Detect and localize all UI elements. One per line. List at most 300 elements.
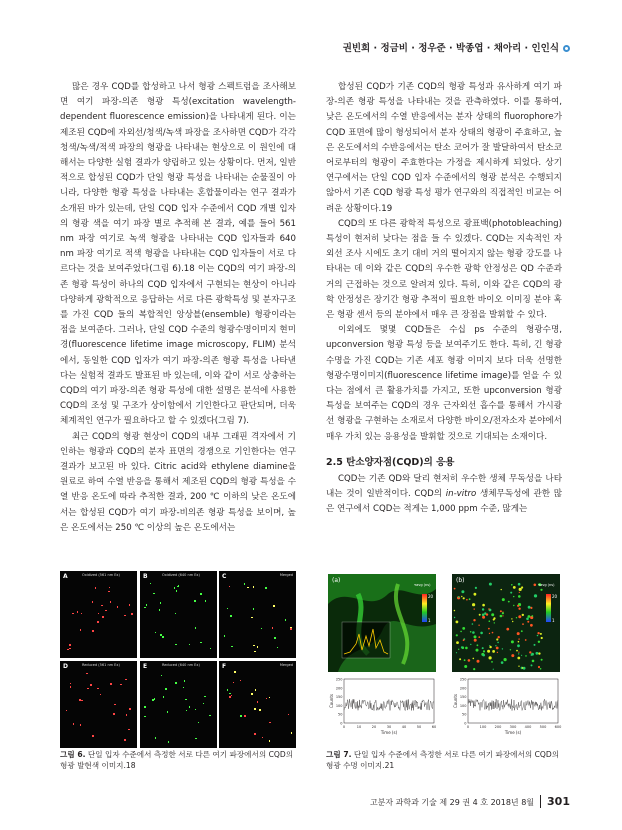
particle-spot (69, 648, 71, 650)
particle-spot (511, 640, 514, 643)
particle-spot (511, 654, 514, 657)
body-paragraph: 합성된 CQD가 기존 CQD의 형광 특성과 유사하게 여기 파장-의존 형광 특성을 나타내는 것을 관측하였다. 이를 통하여, 낮은 온도에서의 수열 반응에서는 분자 상태의 fluorophore가 CQD 표면에 많이 형성되어서 분자 상태의 형광이 주효하고, 높은 온도에서의 수반응에서는 탄소 코어가 잘 발달하여서 탄소코어로부터의 형광이 주효한다는 가정을 제시하게 되었다. 상기 연구에서는 단일 CQD 입자 수준에서의 형광 분석은 수행되지 않아서 기존 CQD 형광 특성 평가 연구와의 직접적인 비교는 어려운 상황이다.19 (326, 82, 562, 214)
figure-6-panel (219, 571, 296, 658)
body-paragraph: 많은 경우 CQD를 합성하고 나서 형광 스펙트럼을 조사해보면 여기 파장-의존 형광 특성(excitation wavelength-dependent fluorescence emission)을 나타내게 된다. 이는 제조된 CQD에 자외선/청색/녹색 파장을 조사하면 CQD가 각각 청색/녹색/적색 파장의 형광을 나타내는 현상으로 이 원인에 대해서는 다양한 실험 결과가 양립하고 있는 상황이다. 먼저, 일반적으로 합성된 CQD가 단일 형광 특성을 나타내는 순물질이 아니라, 다양한 형광 특성을 나타내는 혼합물이라는 연구 결과가 소개된 바가 있는데, 단일 CQD 입자 수준에서 CQD 개별 입자의 형광 색을 여기 파장 별로 추적해 본 결과, 예를 들어 561 nm 파장 여기로 녹색 형광을 나타내는 CQD 입자들과 640 nm 파장 여기로 적색 형광을 나타내는 CQD 입자들이 서로 다르다는 것을 보여주었다(그림 6).18 이는 CQD의 여기 파장-의존 형광 특성이 하나의 CQD 입자에서 구현되는 현상이 아니라 다양하게 광학적으로 응답하는 서로 다른 광학특성 및 분자구조를 가진 CQD 들의 복합적인 앙상블(ensemble) 형광이라는 점을 보여준다. 그러나, 단일 CQD 수준의 형광수명이미지 현미경(fluorescence lifetime image microscopy, FLIM) 분석에서, 동일한 CQD 입자가 여기 파장-의존 형광 특성을 나타낸다는 실험적 결과도 발표된 바 있는데, 이와 같이 서로 상충하는 CQD의 여기 파장-의존 형광 특성에 대한 설명은 분석에 사용한 CQD의 조성 및 구조가 상이함에서 기인한다고 판단되며, 더욱 체계적인 연구가 필요하다고 할 수 있겠다(그림 7). (60, 82, 296, 427)
particle-spot (492, 632, 494, 634)
particle-spot (146, 604, 148, 606)
particle-spot (163, 696, 165, 698)
particle-spot (110, 601, 112, 603)
particle-spot (269, 722, 271, 724)
particle-spot (254, 651, 256, 653)
y-tick-label: 250 (459, 677, 467, 682)
particle-spot (124, 615, 126, 617)
y-tick-label: 200 (459, 686, 467, 691)
particle-spot (473, 668, 475, 670)
particle-spot (253, 645, 255, 647)
particle-spot (95, 587, 97, 589)
particle-spot (528, 606, 531, 609)
particle-spot (502, 598, 505, 601)
particle-spot (101, 605, 103, 607)
particle-spot (525, 655, 527, 657)
panel-subtitle: Reduced (561 nm Ex) (82, 663, 120, 667)
particle-spot (537, 632, 539, 634)
particle-spot (489, 620, 491, 622)
particle-spot (205, 600, 207, 602)
particle-spot (177, 586, 179, 588)
particle-spot (159, 609, 161, 611)
particle-spot (150, 583, 152, 585)
particle-spot (113, 713, 115, 715)
particle-spot (144, 716, 146, 718)
particle-spot (154, 698, 156, 700)
particle-spot (87, 688, 89, 690)
particle-spot (129, 708, 131, 710)
particle-spot (174, 587, 176, 589)
trace-plot-a-svg (328, 676, 436, 740)
particle-spot (203, 703, 205, 705)
particle-spot (516, 617, 517, 618)
particle-spot (168, 741, 170, 743)
particle-spot (198, 722, 200, 724)
panel-label: B (143, 573, 148, 580)
particle-spot (125, 679, 127, 681)
trace-plot-b-svg (452, 676, 560, 740)
particle-spot (498, 636, 500, 638)
particle-spot (124, 739, 126, 741)
particle-spot (189, 706, 191, 708)
particle-spot (459, 658, 461, 660)
particle-spot (488, 608, 490, 610)
italic-term: in-vitro (445, 489, 477, 500)
particle-spot (253, 586, 255, 588)
particle-spot (518, 638, 519, 639)
particle-spot (480, 632, 483, 635)
particle-spot (489, 656, 492, 659)
particle-spot (541, 659, 543, 661)
particle-spot (494, 622, 495, 623)
particle-spot (195, 709, 197, 711)
caption-text: 단일 입자 수준에서 측정한 서로 다른 여기 파장에서의 CQD의 형광 수명 이미지.21 (326, 750, 560, 770)
particle-spot (109, 587, 111, 589)
particle-spot (517, 605, 519, 607)
particle-spot (129, 604, 131, 606)
particle-spot (541, 637, 543, 639)
particle-spot (473, 658, 475, 660)
particle-spot (496, 647, 499, 650)
particle-spot (482, 604, 485, 607)
particle-spot (500, 615, 503, 618)
particle-spot (487, 650, 490, 653)
particle-spot (265, 587, 267, 589)
particle-spot (186, 710, 188, 712)
particle-spot (540, 589, 542, 591)
particle-spot (489, 633, 490, 634)
x-axis-label: Time (s) (504, 730, 522, 735)
x-tick-label: 40 (401, 725, 407, 729)
particle-spot (518, 653, 519, 654)
particle-spot (491, 661, 493, 663)
section-heading: 2.5 탄소양자점(CQD)의 응용 (326, 456, 455, 468)
particle-spot (110, 683, 112, 685)
body-paragraph: 이외에도 몇몇 CQD들은 수십 ps 수준의 형광수명, upconversion 형광 특성 등을 보여주기도 한다. 특히, 긴 형광수명을 가진 CQD는 기존 세포 형광 이미지 보다 더욱 선명한 형광수명이미지(fluorescence lifetime image)를 얻을 수 있다는 점에서 큰 활용가치를 가지고, 또한 upconversion 형광 특성을 보여주는 CQD의 경우 근자외선 흡수를 통해서 가시광선 형광을 구현하는 소재로서 다양한 바이오/전자소자 분야에서 매우 가치 있는 응용성을 발휘할 것으로 기대되는 소재이다. (326, 325, 562, 442)
intensity-trace (468, 699, 558, 711)
particle-spot (540, 668, 542, 670)
particle-spot (102, 616, 104, 618)
particle-spot (511, 584, 513, 586)
particle-spot (462, 627, 465, 630)
particle-spot (531, 664, 533, 666)
particle-spot (491, 613, 494, 616)
particle-spot (472, 603, 475, 606)
particle-spot (495, 645, 496, 646)
particle-spot (521, 655, 522, 656)
y-tick-label: 150 (459, 695, 467, 700)
particle-spot (244, 715, 246, 717)
particle-spot (153, 593, 155, 595)
flim-image-b (452, 574, 560, 672)
particle-spot (114, 704, 116, 706)
particle-spot (512, 621, 513, 622)
particle-spot (458, 596, 460, 598)
x-tick-label: 500 (539, 725, 547, 729)
particle-spot (184, 680, 186, 682)
particle-spot (454, 617, 455, 618)
journal-info: 고분자 과학과 기술 제 29 권 4 호 2018년 8월 (369, 798, 535, 807)
particle-spot (461, 590, 464, 593)
x-tick-label: 20 (371, 725, 377, 729)
particle-spot (527, 621, 529, 623)
particle-spot (269, 697, 271, 699)
particle-spot (161, 675, 163, 677)
particle-spot (269, 740, 271, 742)
particle-spot (521, 630, 523, 632)
particle-spot (474, 639, 477, 642)
figure-6-panel (60, 571, 137, 658)
particle-spot (195, 738, 197, 740)
x-tick-label: 30 (386, 725, 392, 729)
body-paragraph: 최근 CQD의 형광 현상이 CQD의 내부 그래핀 격자에서 기인하는 형광과 CQD의 분자 표면의 경쟁으로 기인한다는 연구결과가 보고된 바 있다. Citric acid와 ethylene diamine을 원료로 하여 수열 반응을 통해서 제조된 CQD의 형광 특성을 수열 반응 온도에 따라 추적한 결과, 200 ℃ 이하의 낮은 온도에서는 합성된 CQD가 여기 파장-비의존 형광 특성을 보이며, 높은 온도에서는 250 ℃ 이상의 높은 온도에서는 (60, 431, 296, 533)
particle-spot (254, 733, 256, 735)
page-number: 301 (540, 795, 570, 808)
particle-spot (257, 701, 259, 703)
particle-spot (175, 644, 177, 646)
particle-spot (80, 629, 82, 631)
panel-label: C (222, 573, 227, 580)
particle-spot (285, 619, 287, 621)
x-tick-label: 300 (509, 725, 517, 729)
particle-spot (474, 635, 477, 638)
particle-spot (229, 586, 231, 588)
flim-image-b-svg (452, 574, 560, 672)
scale-top-b: 20 (552, 594, 558, 599)
particle-spot (253, 608, 255, 610)
figure-6-panel (140, 571, 217, 658)
particle-spot (518, 583, 521, 586)
panel-b-label: (b) (456, 577, 465, 584)
particle-spot (502, 612, 504, 614)
body-paragraph: CQD의 또 다른 광학적 특성으로 광표백(photobleaching) 특성이 현저히 낮다는 점을 들 수 있겠다. CQD는 지속적인 자외선 조사 시에도 초기 대비 거의 떨어지지 않는 형광 강도를 나타내는 데 이와 같은 CQD의 우수한 광학 안정성은 QD 수준과 거의 근접하는 것으로 알려져 있다. 특히, 이와 같은 CQD의 광학 안정성은 장기간 형광 추적이 필요한 바이오 이미징 분야 혹은 형광 센서 등의 분야에서 매우 큰 장점을 발휘할 수 있다. (326, 218, 562, 321)
particle-spot (500, 610, 502, 612)
particle-spot (502, 648, 503, 649)
particle-spot (160, 634, 162, 636)
particle-spot (461, 646, 463, 648)
particle-spot (518, 595, 521, 598)
particle-spot (482, 654, 485, 657)
particle-spot (73, 723, 75, 725)
y-tick-label: 200 (335, 686, 343, 691)
intensity-trace (344, 699, 434, 711)
particle-spot (92, 630, 94, 632)
panel-tag: Merged (279, 663, 293, 667)
particle-spot (463, 597, 465, 599)
particle-spot (464, 659, 466, 661)
particle-spot (240, 715, 242, 717)
particle-spot (530, 607, 532, 609)
caption-label: 그림 7. (326, 750, 352, 759)
particle-spot (460, 631, 462, 633)
panel-label: E (143, 663, 148, 670)
particle-spot (200, 593, 202, 595)
left-column (60, 80, 296, 536)
panel-a-label: (a) (332, 577, 341, 584)
particle-spot (231, 646, 233, 648)
y-axis-label: Counts (329, 694, 334, 708)
particle-spot (210, 648, 212, 650)
particle-spot (461, 596, 462, 597)
particle-spot (231, 695, 233, 697)
particle-spot (506, 628, 509, 631)
particle-spot (176, 590, 178, 592)
particle-spot (291, 732, 293, 734)
particle-spot (530, 624, 533, 627)
particle-spot (531, 615, 533, 617)
particle-spot (517, 644, 520, 647)
particle-spot (80, 724, 82, 726)
particle-spot (469, 598, 471, 600)
particle-spot (528, 615, 531, 618)
particle-spot (175, 682, 177, 684)
y-tick-label: 50 (338, 712, 343, 717)
y-tick-label: 100 (459, 703, 467, 708)
particle-spot (538, 666, 540, 668)
particle-spot (254, 708, 256, 710)
particle-spot (472, 623, 474, 625)
particle-spot (486, 613, 488, 615)
particle-spot (540, 633, 542, 635)
particle-spot (224, 635, 226, 637)
particle-spot (519, 588, 522, 591)
x-tick-label: 600 (554, 725, 562, 729)
particle-spot (92, 601, 94, 603)
x-tick-label: 0 (466, 725, 470, 729)
particle-spot (536, 652, 539, 655)
particle-spot (518, 608, 520, 610)
particle-spot (473, 619, 475, 621)
y-tick-label: 50 (462, 712, 467, 717)
particle-spot (502, 615, 503, 616)
particle-spot (517, 657, 520, 660)
x-tick-label: 60 (431, 725, 437, 729)
particle-spot (175, 613, 177, 615)
scale-bottom-b: 1 (552, 618, 555, 623)
x-tick-label: 100 (479, 725, 487, 729)
particle-spot (534, 644, 536, 646)
particle-spot (463, 639, 465, 641)
particle-spot (534, 594, 537, 597)
particle-spot (488, 628, 490, 630)
trace-plot-b (452, 676, 560, 738)
x-tick-label: 10 (356, 725, 362, 729)
particle-spot (518, 615, 521, 618)
particle-spot (538, 652, 540, 654)
panel-subtitle: Oxidized (561 nm Ex) (82, 573, 120, 577)
figure-6-caption (60, 749, 296, 771)
particle-spot (81, 613, 83, 615)
particle-spot (458, 649, 459, 650)
particle-spot (120, 684, 122, 686)
particle-spot (144, 607, 146, 609)
flim-image-a (328, 574, 436, 672)
x-axis-label: Time (s) (380, 730, 398, 735)
particle-spot (66, 710, 68, 712)
particle-spot (489, 646, 491, 648)
particle-spot (195, 627, 197, 629)
particle-spot (538, 641, 540, 643)
particle-spot (79, 699, 81, 701)
particle-spot (288, 714, 290, 716)
particle-spot (70, 683, 72, 685)
particle-spot (519, 592, 520, 593)
panel-tag: Merged (279, 573, 293, 577)
particle-spot (470, 631, 472, 633)
particle-spot (72, 613, 74, 615)
particle-spot (105, 610, 107, 612)
y-tick-label: 0 (340, 721, 343, 726)
circle-bullet-icon (563, 45, 570, 52)
para-start: CQD는 기존 QD와 달리 현저히 우수한 생체 무독성을 나타내는 것이 일반적이다. CQD의 (326, 474, 562, 500)
particle-spot (468, 659, 471, 662)
panel-label: D (63, 663, 68, 670)
particle-spot (98, 613, 100, 615)
x-tick-label: 400 (524, 725, 532, 729)
particle-spot (97, 621, 99, 623)
particle-spot (261, 628, 263, 630)
particle-spot (454, 610, 456, 612)
particle-spot (513, 586, 516, 589)
scale-unit-a: τavg (ns) (414, 583, 431, 587)
particle-spot (501, 589, 502, 590)
particle-spot (482, 616, 485, 619)
particle-spot (504, 658, 507, 661)
particle-spot (240, 680, 242, 682)
particle-spot (532, 660, 535, 663)
particle-spot (290, 628, 292, 630)
particle-spot (200, 642, 202, 644)
particle-spot (466, 599, 468, 601)
figure-7-caption (326, 749, 562, 771)
particle-spot (131, 613, 133, 615)
particle-spot (510, 592, 512, 594)
figure-6-panel (60, 661, 137, 748)
panel-subtitle: Oxidized (640 nm Ex) (162, 573, 200, 577)
particle-spot (470, 644, 471, 645)
panel-subtitle: Reduced (640 nm Ex) (162, 663, 200, 667)
particle-spot (478, 636, 480, 638)
para-end: 생체무독성에 관한 많은 연구에서 CQD는 적게는 1,000 ppm 수준, 많게는 (326, 489, 562, 515)
caption-label: 그림 6. (60, 750, 86, 759)
particle-spot (194, 600, 196, 602)
particle-spot (513, 605, 514, 606)
particle-spot (100, 694, 102, 696)
y-tick-label: 100 (335, 703, 343, 708)
particle-spot (472, 631, 475, 634)
particle-spot (518, 652, 519, 653)
particle-spot (244, 583, 246, 585)
particle-spot (534, 584, 537, 587)
trace-plot-a (328, 676, 436, 738)
particle-spot (144, 706, 146, 708)
particle-spot (247, 587, 249, 589)
particle-spot (86, 673, 88, 675)
panel-label: F (222, 663, 227, 670)
particle-spot (274, 637, 276, 639)
y-tick-label: 250 (335, 677, 343, 682)
particle-spot (474, 608, 475, 609)
scale-unit-b: τavg (ns) (538, 583, 555, 587)
particle-spot (508, 601, 510, 603)
particle-spot (456, 652, 457, 653)
particle-spot (476, 649, 479, 652)
scale-top-a: 20 (428, 594, 434, 599)
particle-spot (160, 602, 162, 604)
particle-spot (454, 588, 456, 590)
particle-spot (522, 614, 524, 616)
particle-spot (77, 611, 79, 613)
particle-spot (479, 614, 481, 616)
particle-spot (456, 621, 459, 624)
particle-spot (526, 618, 529, 621)
particle-spot (128, 729, 130, 731)
particle-spot (513, 596, 514, 597)
particle-spot (482, 613, 485, 616)
particle-spot (496, 638, 498, 640)
particle-spot (456, 634, 458, 636)
particle-spot (482, 608, 484, 610)
y-tick-label: 150 (335, 695, 343, 700)
particle-spot (464, 665, 467, 668)
figure-7 (326, 568, 562, 768)
scale-bottom-a: 1 (428, 618, 431, 623)
right-column (326, 80, 562, 518)
particle-spot (262, 737, 264, 739)
particle-spot (251, 617, 253, 619)
particle-spot (511, 618, 512, 619)
particle-spot (518, 641, 520, 643)
particle-spot (90, 684, 92, 686)
figure-6 (60, 571, 296, 771)
particle-spot (69, 644, 71, 646)
particle-spot (108, 591, 110, 593)
particle-spot (272, 627, 274, 629)
x-tick-label: 50 (416, 725, 422, 729)
particle-spot (257, 646, 259, 648)
body-paragraph (326, 472, 562, 518)
particle-spot (227, 689, 229, 691)
page-footer (370, 795, 570, 808)
particle-spot (230, 615, 232, 617)
particle-spot (227, 608, 229, 610)
particle-spot (518, 666, 519, 667)
